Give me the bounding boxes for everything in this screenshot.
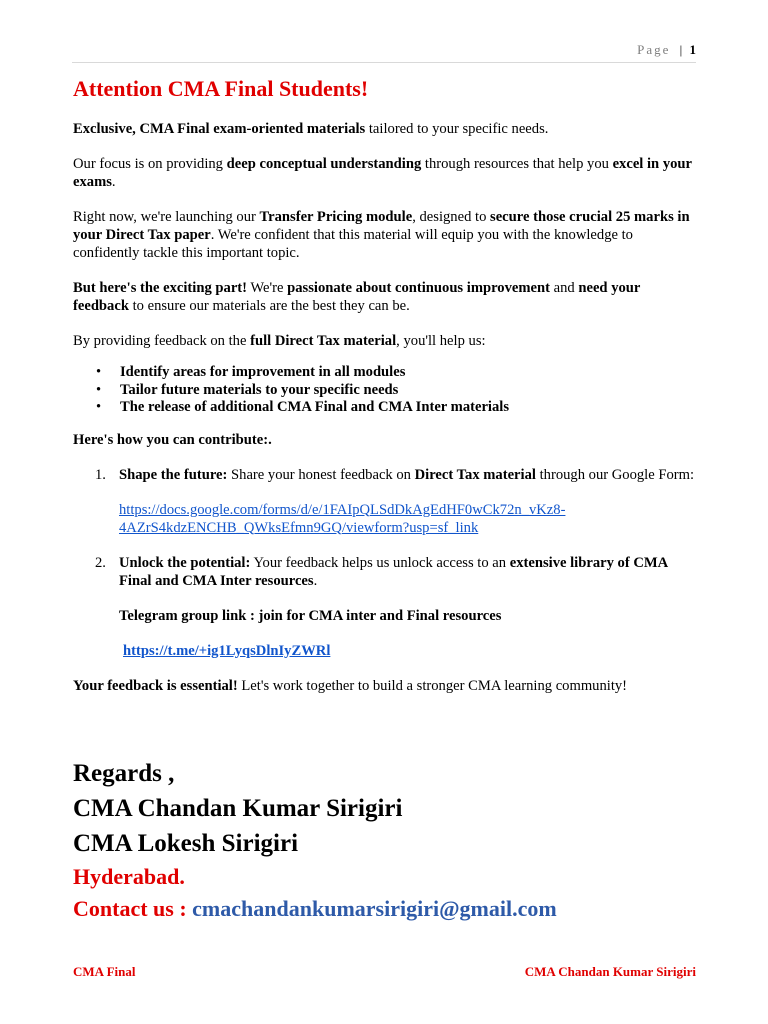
- regards-text: Regards ,: [73, 760, 175, 787]
- list-item: • Tailor future materials to your specific needs: [120, 382, 697, 400]
- list-item: • The release of additional CMA Final and CMA Inter materials: [120, 399, 697, 417]
- closing-bold: Your feedback is essential!: [73, 677, 238, 694]
- feedback-bold: full Direct Tax material: [250, 333, 397, 349]
- step-item-2: [73, 554, 697, 660]
- focus-text-2: through resources that help you: [421, 156, 613, 172]
- exciting-bold-1: But here's the exciting part!: [73, 280, 248, 296]
- signature-block: [73, 756, 713, 925]
- step-1-text-2: through our Google Form:: [535, 466, 695, 483]
- launch-bold-1: Transfer Pricing module: [259, 209, 413, 225]
- contribute-heading: [73, 431, 697, 449]
- step-1-text-1: Share your honest feedback on: [227, 466, 415, 483]
- google-form-link[interactable]: https://docs.google.com/forms/d/e/1FAIpQLSdDkAgEdHF0wCk72n_vKz8-4AZrS4kdzENCHB_QWksEfmn9GQ/viewform?usp=sf_link: [119, 501, 566, 536]
- contact-email-link[interactable]: cmachandankumarsirigiri@gmail.com: [192, 896, 557, 921]
- intro-bold: Exclusive, CMA Final exam-oriented materials: [73, 121, 366, 137]
- page-footer: [73, 964, 696, 980]
- page-title: Attention CMA Final Students!: [73, 76, 369, 101]
- closing-text: Let's work together to build a stronger CMA learning community!: [237, 677, 628, 694]
- focus-bold-1: deep conceptual understanding: [226, 156, 422, 172]
- steps-list: [73, 466, 697, 660]
- step-2-text-1: Your feedback helps us unlock access to an: [250, 554, 510, 571]
- page-header: [637, 42, 696, 58]
- contribute-heading-text: Here's how you can contribute:.: [73, 431, 272, 448]
- focus-text-3: .: [111, 174, 116, 190]
- step-1-bold-1: Shape the future:: [119, 466, 228, 483]
- telegram-link-wrap: [119, 642, 697, 660]
- step-number: 1.: [95, 466, 106, 483]
- intro-text: tailored to your specific needs.: [365, 121, 549, 137]
- footer-right: CMA Chandan Kumar Sirigiri: [524, 964, 696, 979]
- exciting-text-3: to ensure our materials are the best they can be.: [128, 298, 410, 314]
- page-label: Page: [637, 42, 671, 57]
- intro-paragraph: [73, 120, 697, 138]
- launch-text-3: . We're confident that this material will equip you with the knowledge to confidently tackle this important topic.: [73, 227, 633, 261]
- contact-line: [73, 893, 713, 925]
- step-2-bold-1: Unlock the potential:: [119, 554, 251, 571]
- contact-label: Contact us :: [73, 896, 193, 921]
- exciting-text-1: We're: [247, 280, 288, 296]
- telegram-label-text: Telegram group link : join for CMA inter and Final resources: [119, 607, 502, 624]
- feedback-text-2: , you'll help us:: [396, 333, 486, 349]
- launch-text-2: , designed to: [412, 209, 491, 225]
- feedback-text-1: By providing feedback on the: [73, 333, 251, 349]
- exciting-bold-2: passionate about continuous improvement: [287, 280, 550, 296]
- city-text: Hyderabad.: [73, 864, 185, 889]
- exciting-text-2: and: [549, 280, 579, 296]
- step-2-text: [119, 554, 697, 590]
- launch-text-1: Right now, we're launching our: [73, 209, 260, 225]
- step-1-text: [119, 466, 697, 484]
- exciting-bold-3: need your feedback: [73, 280, 641, 314]
- google-form-link-wrap: [119, 501, 697, 537]
- list-item: • Identify areas for improvement in all modules: [120, 364, 697, 382]
- benefits-list: [73, 364, 697, 417]
- focus-paragraph: [73, 155, 697, 191]
- header-divider: [72, 62, 696, 63]
- page-separator: |: [679, 42, 683, 57]
- feedback-paragraph: [73, 332, 697, 350]
- step-number: 2.: [95, 554, 106, 571]
- launch-paragraph: [73, 208, 697, 262]
- launch-bold-2: secure those crucial 25 marks in your Direct Tax paper: [73, 209, 690, 243]
- focus-text-1: Our focus is on providing: [73, 156, 227, 172]
- step-item-1: [73, 466, 697, 537]
- signatory-name-1: CMA Chandan Kumar Sirigiri: [73, 795, 403, 822]
- telegram-link[interactable]: https://t.me/+ig1LyqsDlnIyZWRl: [123, 642, 331, 659]
- page-number: 1: [689, 42, 696, 57]
- step-2-text-2: .: [313, 572, 318, 589]
- step-1-bold-2: Direct Tax material: [414, 466, 536, 483]
- focus-bold-2: excel in your exams: [73, 156, 692, 190]
- exciting-paragraph: [73, 279, 697, 315]
- footer-left: CMA Final: [73, 964, 136, 979]
- step-2-bold-2: extensive library of CMA Final and CMA Inter resources: [119, 554, 668, 589]
- signatory-name-2: CMA Lokesh Sirigiri: [73, 830, 299, 857]
- closing-paragraph: [73, 677, 697, 695]
- document-body: [73, 120, 697, 712]
- telegram-label: [119, 607, 697, 625]
